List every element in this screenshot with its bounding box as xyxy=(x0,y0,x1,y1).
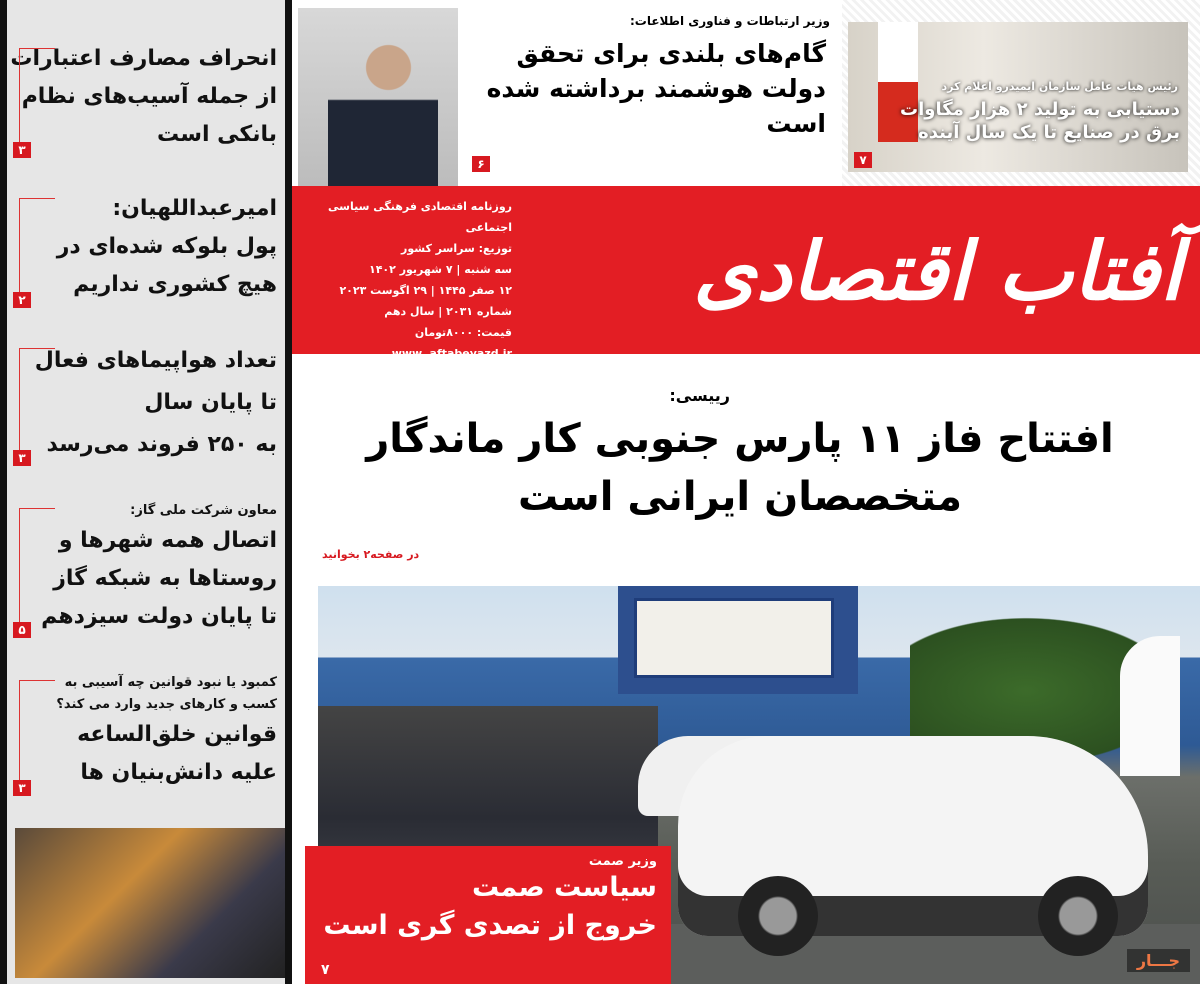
page-reference: در صفحه۲ بخوانید xyxy=(322,548,420,561)
headline-line: انحراف مصارف اعتبارات xyxy=(10,46,277,71)
top-story-imidro[interactable] xyxy=(848,22,1188,172)
kicker: کمبود یا نبود قوانین چه آسیبی به کسب و کارهای جدید وارد می کند؟ xyxy=(56,675,277,712)
sidebar-news-column xyxy=(0,0,292,984)
kicker: وزیر ارتباطات و فناوری اطلاعات: xyxy=(629,14,830,28)
masthead xyxy=(292,186,1200,360)
factory-photo xyxy=(15,828,285,978)
page-badge: ۷ xyxy=(854,152,872,168)
headline-line: اتصال همه شهرها و xyxy=(58,528,277,553)
kicker: رئیس هیات عامل سازمان ایمیدرو اعلام کرد xyxy=(941,80,1178,93)
headline-line: از جمله آسیب‌های نظام xyxy=(21,84,277,109)
watermark: جـــار xyxy=(1127,949,1190,972)
page-number: ۷ xyxy=(321,962,330,978)
kicker: معاون شرکت ملی گاز: xyxy=(130,503,277,518)
divider xyxy=(19,48,55,156)
issue-info xyxy=(312,196,512,364)
headline: گام‌های بلندی برای تحقق دولت هوشمند برداشته شده است xyxy=(486,39,826,138)
divider xyxy=(19,680,55,794)
headline-line: خروج از تصدی گری است xyxy=(323,910,657,941)
page-badge: ۶ xyxy=(472,156,490,172)
lead-headline[interactable] xyxy=(300,410,1180,526)
sidebar-story-3[interactable] xyxy=(11,340,277,466)
sidebar-story-1[interactable] xyxy=(11,40,277,158)
headline-line: متخصصان ایرانی است xyxy=(518,474,962,520)
page-badge: ۳ xyxy=(13,142,31,158)
page-badge: ۲ xyxy=(13,292,31,308)
headline-line: پول بلوکه شده‌ای در xyxy=(56,234,277,259)
headline-line: هیچ کشوری نداریم xyxy=(73,272,277,297)
headline-line: امیرعبداللهیان: xyxy=(112,196,277,221)
headline-line: قوانین خلق‌الساعه xyxy=(77,722,277,747)
info-line: شماره ۲۰۳۱ | سال دهم xyxy=(384,305,512,318)
headline-line: علیه دانش‌بنیان ها xyxy=(80,760,277,785)
info-line: ۱۲ صفر ۱۴۴۵ | ۲۹ اگوست ۲۰۲۳ xyxy=(339,284,512,297)
headline-line: بانکی است xyxy=(157,122,277,147)
minister-photo xyxy=(298,8,458,186)
headline-line: تا پایان سال xyxy=(144,390,277,415)
headline-line: تعداد هواپیماهای فعال xyxy=(34,348,277,373)
headline: دستیابی به تولید ۲ هزار مگاوات برق در صنایع تا یک سال آینده xyxy=(900,99,1180,143)
lead-kicker: رییسی: xyxy=(669,386,730,405)
info-line: روزنامه اقتصادی فرهنگی سیاسی اجتماعی xyxy=(328,200,512,234)
sidebar-story-2[interactable] xyxy=(11,190,277,308)
info-line: قیمت: ۸۰۰۰تومان xyxy=(414,326,512,339)
sidebar-story-5[interactable] xyxy=(11,672,277,796)
divider xyxy=(19,348,55,464)
info-line: توزیع: سراسر کشور xyxy=(401,242,512,255)
page-badge: ۳ xyxy=(13,780,31,796)
kicker: وزیر صمت xyxy=(588,854,657,869)
headline-line: افتتاح فاز ۱۱ پارس جنوبی کار ماندگار xyxy=(366,416,1114,462)
page-badge: ۵ xyxy=(13,622,31,638)
info-line: سه شنبه | ۷ شهریور ۱۴۰۲ xyxy=(369,263,512,276)
top-story-minister[interactable] xyxy=(292,0,842,186)
headline-line: سیاست صمت xyxy=(471,872,657,903)
headline-line: به ۲۵۰ فروند می‌رسد xyxy=(46,432,277,457)
divider xyxy=(19,508,55,636)
page-badge: ۳ xyxy=(13,450,31,466)
divider xyxy=(19,198,55,306)
photo-caption-box[interactable] xyxy=(305,846,671,984)
website-link[interactable]: www. aftabeyazd.ir xyxy=(391,347,512,360)
headline-line: تا پایان دولت سیزدهم xyxy=(41,604,277,629)
headline-line: روستاها به شبکه گاز xyxy=(53,566,277,591)
newspaper-logo: آفتاب اقتصادی xyxy=(693,224,1182,318)
sidebar-story-4[interactable] xyxy=(11,500,277,638)
